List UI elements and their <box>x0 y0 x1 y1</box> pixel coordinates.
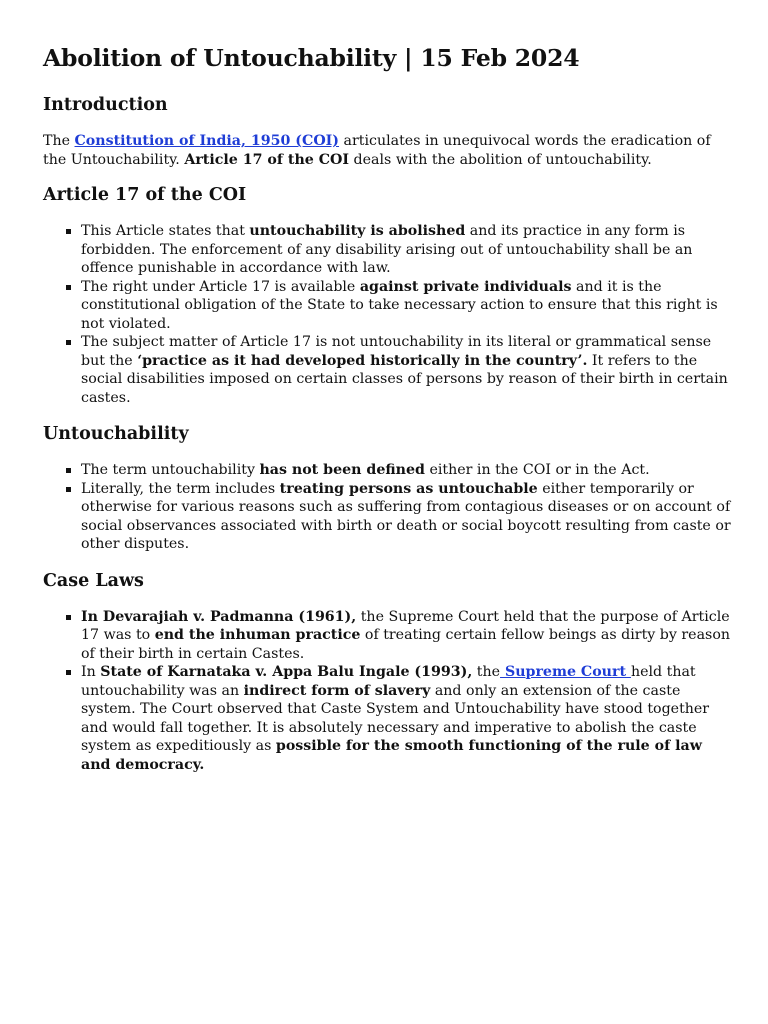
text: articulates in unequivocal words the eradication of the Untouchability. <box>43 133 711 168</box>
text: The right under Article 17 is available <box>81 278 360 295</box>
bold-text: untouchability is abolished <box>249 223 466 239</box>
text: the <box>472 664 501 680</box>
text: either in the COI or in the Act. <box>424 462 650 478</box>
text: Literally, the term includes <box>81 480 280 497</box>
list-item <box>81 222 732 278</box>
text: deals with the abolition of untouchability. <box>349 151 652 168</box>
list-item <box>81 278 732 334</box>
bold-text: Article 17 of the COI <box>184 151 350 168</box>
list-item <box>81 461 732 480</box>
bold-text: In Devarajiah v. Padmanna (1961), <box>81 608 357 625</box>
bold-text: end the inhuman practice <box>154 627 361 643</box>
bold-text: against private individuals <box>359 278 572 295</box>
page-title: Abolition of Untouchability | 15 Feb 2024 <box>43 44 580 72</box>
text: The <box>43 133 75 149</box>
text: and only an extension of the caste system. The Court observed that Caste System and Untouchability have stood together and would fall together. It is absolutely necessary and imperative to abolish the caste system as expeditiously as <box>81 682 710 754</box>
case-laws-heading: Case Laws <box>43 570 144 591</box>
bold-text: treating persons as untouchable <box>279 480 538 497</box>
bold-text: has not been defined <box>259 462 425 478</box>
list-item <box>81 663 732 774</box>
bold-text: State of Karnataka v. Appa Balu Ingale (1993), <box>100 664 473 680</box>
supreme-court-link[interactable]: Supreme Court <box>500 664 631 680</box>
list-item <box>81 333 732 407</box>
list-item <box>81 608 732 664</box>
text: In <box>81 664 101 680</box>
text: either temporarily or otherwise for various reasons such as suffering from contagious diseases or on account of social observances associated with birth or death or social boycott resulting from caste or other disputes. <box>81 480 731 552</box>
text: It refers to the social disabilities imposed on certain classes of persons by reason of their birth in certain castes. <box>81 352 728 406</box>
introduction-paragraph <box>43 132 732 169</box>
text: the Supreme Court held that the purpose of Article 17 was to <box>81 608 730 643</box>
untouchability-list <box>43 461 732 554</box>
list-item <box>81 480 732 554</box>
constitution-link[interactable]: Constitution of India, 1950 (COI) <box>74 133 340 149</box>
bold-text: possible for the smooth functioning of the rule of law and democracy. <box>81 738 702 773</box>
text: and it is the constitutional obligation of the State to take necessary action to ensure that this right is not violated. <box>81 278 718 332</box>
text: This Article states that <box>81 223 250 239</box>
text: The subject matter of Article 17 is not untouchability in its literal or grammatical sense but the <box>81 334 712 369</box>
text: The term untouchability <box>81 462 260 478</box>
introduction-heading: Introduction <box>43 95 168 115</box>
text: and its practice in any form is forbidden. The enforcement of any disability arising out of untouchability shall be an offence punishable in accordance with law. <box>81 223 693 276</box>
bold-text: ‘practice as it had developed historically in the country’. <box>137 352 588 369</box>
text: held that untouchability was an <box>81 664 696 699</box>
text: of treating certain fellow beings as dirty by reason of their birth in certain Castes. <box>81 627 730 662</box>
case-laws-list <box>43 608 732 775</box>
untouchability-heading: Untouchability <box>43 424 189 444</box>
bold-text: indirect form of slavery <box>243 682 431 699</box>
article17-list <box>43 222 732 407</box>
article17-heading: Article 17 of the COI <box>43 185 247 205</box>
